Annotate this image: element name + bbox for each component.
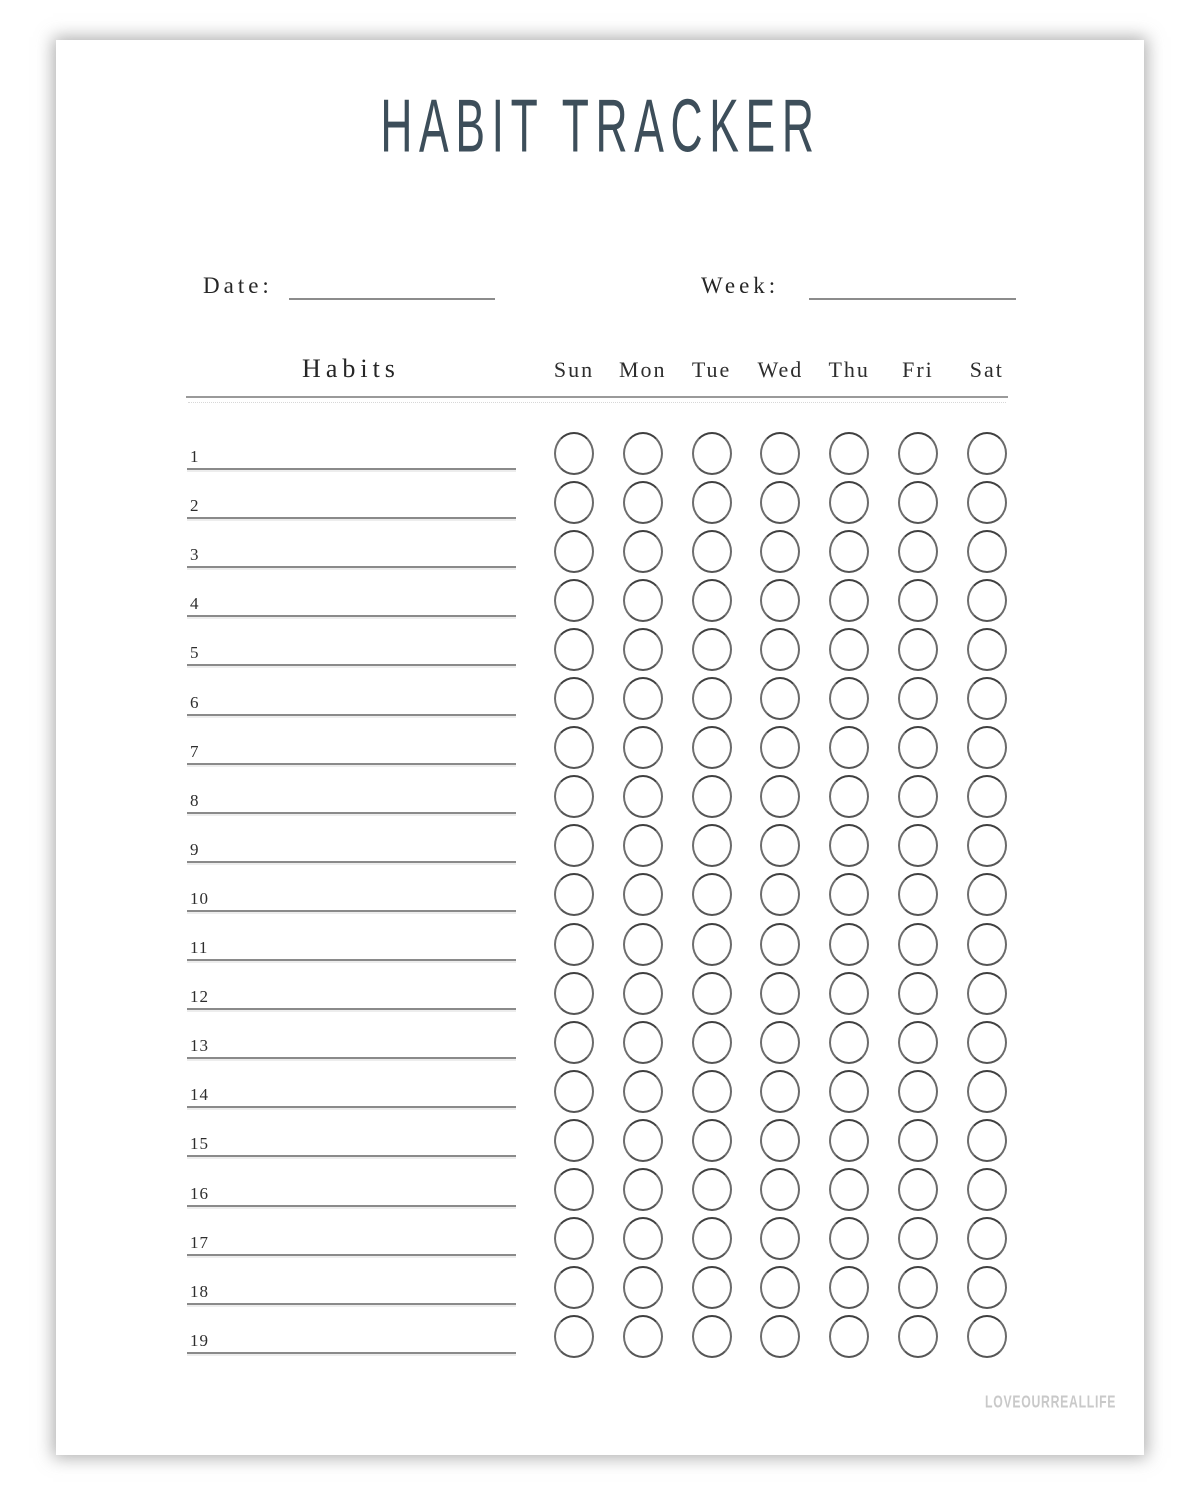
habit-check-circle-thu[interactable]	[829, 1217, 869, 1260]
habit-check-circle-tue[interactable]	[692, 481, 732, 524]
habit-check-circle-mon[interactable]	[623, 1070, 663, 1113]
habit-check-circle-mon[interactable]	[623, 1021, 663, 1064]
habit-check-circle-tue[interactable]	[692, 1315, 732, 1358]
habit-check-circle-wed[interactable]	[760, 1168, 800, 1211]
printable-page	[56, 40, 1144, 1455]
habit-check-circle-sun[interactable]	[554, 1266, 594, 1309]
habit-check-circle-fri[interactable]	[898, 1119, 938, 1162]
row-number: 19	[190, 1330, 209, 1350]
habit-check-circle-thu[interactable]	[829, 432, 869, 475]
habit-check-circle-tue[interactable]	[692, 1217, 732, 1260]
habit-check-circle-sat[interactable]	[967, 1021, 1007, 1064]
habit-name-line[interactable]	[187, 468, 516, 470]
habit-check-circle-wed[interactable]	[760, 1070, 800, 1113]
habit-check-circle-wed[interactable]	[760, 775, 800, 818]
habit-check-circle-fri[interactable]	[898, 1168, 938, 1211]
habit-check-circle-wed[interactable]	[760, 873, 800, 916]
habit-check-circle-sun[interactable]	[554, 1168, 594, 1211]
habit-check-circle-sun[interactable]	[554, 873, 594, 916]
habit-name-line[interactable]	[187, 812, 516, 814]
habit-check-circle-fri[interactable]	[898, 1217, 938, 1260]
rows-container	[56, 40, 1144, 1455]
week-label: Week:	[701, 273, 780, 298]
habit-check-circle-wed[interactable]	[760, 530, 800, 573]
habit-check-circle-sat[interactable]	[967, 824, 1007, 867]
row-number: 7	[190, 741, 200, 761]
habit-check-circle-wed[interactable]	[760, 481, 800, 524]
habit-check-circle-fri[interactable]	[898, 1266, 938, 1309]
row-number: 15	[190, 1134, 209, 1154]
day-header-tue: Tue	[691, 357, 732, 382]
habit-name-line[interactable]	[187, 566, 516, 568]
day-header-fri: Fri	[902, 357, 934, 382]
habit-check-circle-sat[interactable]	[967, 1217, 1007, 1260]
habit-check-circle-wed[interactable]	[760, 579, 800, 622]
row-number: 9	[190, 839, 200, 859]
habit-name-line[interactable]	[187, 763, 516, 765]
day-header-sun: Sun	[553, 357, 595, 382]
habit-check-circle-wed[interactable]	[760, 677, 800, 720]
habit-check-circle-sun[interactable]	[554, 1315, 594, 1358]
day-header-mon: Mon	[619, 357, 667, 382]
habit-check-circle-sat[interactable]	[967, 1315, 1007, 1358]
row-number: 12	[190, 987, 209, 1007]
habit-check-circle-fri[interactable]	[898, 530, 938, 573]
row-number: 6	[190, 692, 200, 712]
row-number: 14	[190, 1085, 209, 1105]
habit-check-circle-mon[interactable]	[623, 972, 663, 1015]
habit-check-circle-tue[interactable]	[692, 579, 732, 622]
row-number: 8	[190, 790, 200, 810]
habit-check-circle-thu[interactable]	[829, 775, 869, 818]
habit-check-circle-wed[interactable]	[760, 972, 800, 1015]
date-label: Date:	[203, 273, 273, 298]
row-number: 1	[190, 447, 200, 466]
habit-check-circle-thu[interactable]	[829, 972, 869, 1015]
habit-check-circle-sun[interactable]	[554, 923, 594, 966]
habit-check-circle-wed[interactable]	[760, 923, 800, 966]
habit-check-circle-fri[interactable]	[898, 1315, 938, 1358]
habit-check-circle-sat[interactable]	[967, 530, 1007, 573]
habit-check-circle-mon[interactable]	[623, 824, 663, 867]
habit-check-circle-tue[interactable]	[692, 972, 732, 1015]
habit-check-circle-wed[interactable]	[760, 1021, 800, 1064]
habit-check-circle-wed[interactable]	[760, 1217, 800, 1260]
habit-check-circle-thu[interactable]	[829, 1168, 869, 1211]
habit-check-circle-thu[interactable]	[829, 1119, 869, 1162]
habit-check-circle-sat[interactable]	[967, 481, 1007, 524]
habit-name-line[interactable]	[187, 1008, 516, 1010]
habit-check-circle-tue[interactable]	[692, 873, 732, 916]
habit-check-circle-sat[interactable]	[967, 923, 1007, 966]
habit-check-circle-sun[interactable]	[554, 677, 594, 720]
habit-check-circle-mon[interactable]	[623, 628, 663, 671]
habit-check-circle-sat[interactable]	[967, 972, 1007, 1015]
habit-name-line[interactable]	[187, 861, 516, 863]
habit-check-circle-sun[interactable]	[554, 775, 594, 818]
habit-check-circle-fri[interactable]	[898, 1021, 938, 1064]
habit-check-circle-tue[interactable]	[692, 1119, 732, 1162]
habit-check-circle-fri[interactable]	[898, 775, 938, 818]
habit-check-circle-thu[interactable]	[829, 628, 869, 671]
habit-check-circle-sun[interactable]	[554, 726, 594, 769]
habit-check-circle-fri[interactable]	[898, 824, 938, 867]
habit-check-circle-thu[interactable]	[829, 579, 869, 622]
habit-check-circle-tue[interactable]	[692, 824, 732, 867]
habit-check-circle-wed[interactable]	[760, 1119, 800, 1162]
habit-check-circle-thu[interactable]	[829, 481, 869, 524]
habit-check-circle-tue[interactable]	[692, 677, 732, 720]
habit-check-circle-sat[interactable]	[967, 873, 1007, 916]
row-number: 17	[190, 1232, 209, 1252]
habit-check-circle-wed[interactable]	[760, 628, 800, 671]
habit-check-circle-sun[interactable]	[554, 1217, 594, 1260]
habit-check-circle-sun[interactable]	[554, 530, 594, 573]
habit-check-circle-tue[interactable]	[692, 726, 732, 769]
habit-check-circle-fri[interactable]	[898, 432, 938, 475]
habit-check-circle-sat[interactable]	[967, 579, 1007, 622]
habit-check-circle-sun[interactable]	[554, 432, 594, 475]
row-number: 4	[190, 594, 200, 614]
row-number: 16	[190, 1183, 209, 1203]
habit-check-circle-fri[interactable]	[898, 923, 938, 966]
habit-check-circle-mon[interactable]	[623, 873, 663, 916]
habit-check-circle-fri[interactable]	[898, 677, 938, 720]
habit-check-circle-sat[interactable]	[967, 1266, 1007, 1309]
habit-check-circle-wed[interactable]	[760, 824, 800, 867]
habit-check-circle-thu[interactable]	[829, 873, 869, 916]
habit-check-circle-sat[interactable]	[967, 432, 1007, 475]
row-number: 10	[190, 888, 209, 908]
habit-check-circle-fri[interactable]	[898, 628, 938, 671]
habit-check-circle-sat[interactable]	[967, 677, 1007, 720]
habit-check-circle-mon[interactable]	[623, 775, 663, 818]
habit-check-circle-thu[interactable]	[829, 677, 869, 720]
habit-check-circle-sun[interactable]	[554, 1070, 594, 1113]
watermark: LOVEOURREALLIFE	[984, 1392, 1116, 1412]
habit-check-circle-tue[interactable]	[692, 775, 732, 818]
habit-check-circle-fri[interactable]	[898, 481, 938, 524]
habit-check-circle-mon[interactable]	[623, 481, 663, 524]
habit-name-line[interactable]	[187, 1254, 516, 1256]
habit-check-circle-thu[interactable]	[829, 726, 869, 769]
habit-check-circle-mon[interactable]	[623, 579, 663, 622]
habit-check-circle-fri[interactable]	[898, 726, 938, 769]
habit-check-circle-sun[interactable]	[554, 1119, 594, 1162]
habit-name-line[interactable]	[187, 910, 516, 912]
row-number: 5	[190, 643, 200, 663]
habit-check-circle-mon[interactable]	[623, 923, 663, 966]
habit-name-line[interactable]	[187, 714, 516, 716]
habit-name-line[interactable]	[187, 1106, 516, 1108]
habit-check-circle-tue[interactable]	[692, 432, 732, 475]
habit-check-circle-mon[interactable]	[623, 1266, 663, 1309]
habit-check-circle-mon[interactable]	[623, 530, 663, 573]
habit-check-circle-tue[interactable]	[692, 1021, 732, 1064]
habit-check-circle-sat[interactable]	[967, 775, 1007, 818]
habit-check-circle-wed[interactable]	[760, 1315, 800, 1358]
habit-check-circle-sun[interactable]	[554, 628, 594, 671]
habit-check-circle-thu[interactable]	[829, 1266, 869, 1309]
habit-check-circle-sat[interactable]	[967, 628, 1007, 671]
habit-check-circle-mon[interactable]	[623, 1315, 663, 1358]
habit-check-circle-fri[interactable]	[898, 873, 938, 916]
habit-check-circle-tue[interactable]	[692, 1266, 732, 1309]
habit-check-circle-tue[interactable]	[692, 923, 732, 966]
habit-name-line[interactable]	[187, 1352, 516, 1354]
habits-column-header: Habits	[302, 354, 400, 383]
habit-check-circle-tue[interactable]	[692, 1070, 732, 1113]
habit-check-circle-sun[interactable]	[554, 824, 594, 867]
habit-check-circle-wed[interactable]	[760, 1266, 800, 1309]
habit-name-line[interactable]	[187, 517, 516, 519]
row-number: 2	[190, 496, 200, 516]
habit-check-circle-thu[interactable]	[829, 923, 869, 966]
habit-name-line[interactable]	[187, 1205, 516, 1207]
habit-check-circle-sun[interactable]	[554, 972, 594, 1015]
habit-name-line[interactable]	[187, 615, 516, 617]
habit-check-circle-mon[interactable]	[623, 432, 663, 475]
habit-check-circle-fri[interactable]	[898, 972, 938, 1015]
habit-check-circle-wed[interactable]	[760, 432, 800, 475]
habit-name-line[interactable]	[187, 1057, 516, 1059]
habit-check-circle-sat[interactable]	[967, 1168, 1007, 1211]
habit-check-circle-wed[interactable]	[760, 726, 800, 769]
habit-check-circle-mon[interactable]	[623, 1119, 663, 1162]
habit-check-circle-sat[interactable]	[967, 1070, 1007, 1113]
habit-check-circle-sat[interactable]	[967, 726, 1007, 769]
habit-check-circle-mon[interactable]	[623, 677, 663, 720]
page-title: HABIT TRACKER	[379, 83, 821, 168]
row-number: 18	[190, 1281, 209, 1301]
habit-check-circle-sun[interactable]	[554, 579, 594, 622]
habit-check-circle-fri[interactable]	[898, 1070, 938, 1113]
day-header-wed: Wed	[757, 357, 804, 382]
habit-check-circle-tue[interactable]	[692, 530, 732, 573]
habit-check-circle-mon[interactable]	[623, 1217, 663, 1260]
row-number: 11	[190, 938, 209, 957]
habit-name-line[interactable]	[187, 1303, 516, 1305]
day-header-thu: Thu	[828, 357, 870, 382]
habit-check-circle-thu[interactable]	[829, 1315, 869, 1358]
habit-check-circle-sun[interactable]	[554, 1021, 594, 1064]
habit-name-line[interactable]	[187, 664, 516, 666]
habit-check-circle-tue[interactable]	[692, 1168, 732, 1211]
habit-check-circle-tue[interactable]	[692, 628, 732, 671]
habit-check-circle-sat[interactable]	[967, 1119, 1007, 1162]
habit-check-circle-mon[interactable]	[623, 726, 663, 769]
habit-name-line[interactable]	[187, 959, 516, 961]
row-number: 13	[190, 1036, 209, 1056]
habit-check-circle-thu[interactable]	[829, 530, 869, 573]
row-number: 3	[190, 545, 200, 565]
day-header-sat: Sat	[969, 357, 1004, 382]
habit-check-circle-thu[interactable]	[829, 1070, 869, 1113]
habit-check-circle-thu[interactable]	[829, 824, 869, 867]
habit-check-circle-sun[interactable]	[554, 481, 594, 524]
habit-check-circle-thu[interactable]	[829, 1021, 869, 1064]
habit-check-circle-mon[interactable]	[623, 1168, 663, 1211]
habit-name-line[interactable]	[187, 1155, 516, 1157]
habit-check-circle-fri[interactable]	[898, 579, 938, 622]
